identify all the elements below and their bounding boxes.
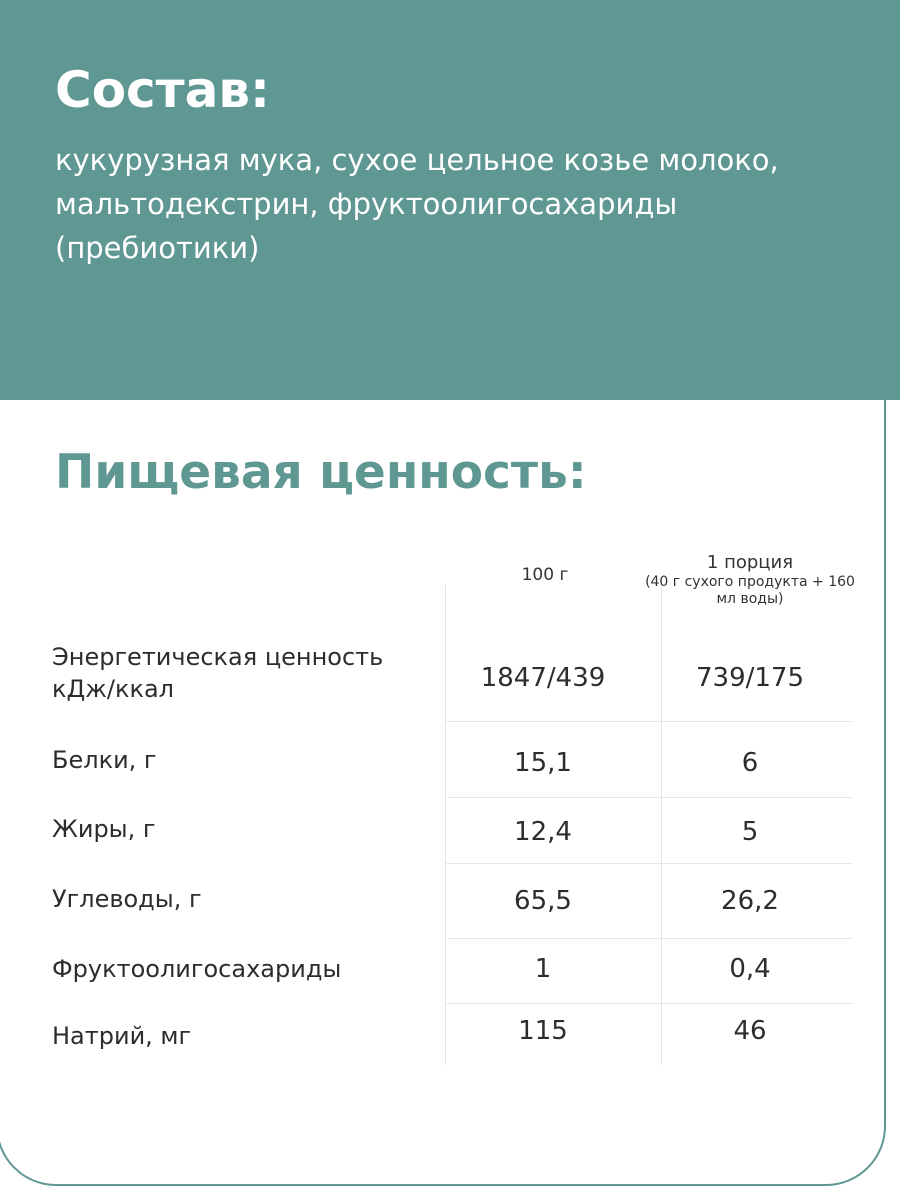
row-label-fos: Фруктоолигосахариды xyxy=(52,955,342,983)
value-protein-portion: 6 xyxy=(741,748,759,778)
column-header-portion-note: (40 г сухого продукта + 160 мл воды) xyxy=(645,574,855,607)
composition-text: кукурузная мука, сухое цельное козье молоко, мальтодекстрин, фруктоолигосахариды (пребиотики) xyxy=(55,143,779,265)
row-divider xyxy=(445,721,853,722)
value-fos-100g: 1 xyxy=(534,954,552,984)
nutrition-title: Пищевая ценность: xyxy=(55,445,587,500)
value-carbs-portion: 26,2 xyxy=(721,886,779,916)
row-divider xyxy=(445,1003,853,1004)
nutrition-card-border xyxy=(0,396,886,1186)
value-energy-100g: 1847/439 xyxy=(480,663,606,693)
row-divider xyxy=(445,863,853,864)
value-sodium-100g: 115 xyxy=(518,1016,568,1046)
row-divider xyxy=(445,938,853,939)
column-header-portion xyxy=(645,552,855,608)
value-fos-portion: 0,4 xyxy=(729,954,771,984)
composition-title: Состав: xyxy=(55,61,271,119)
value-carbs-100g: 65,5 xyxy=(514,886,572,916)
column-header-portion-label: 1 порция xyxy=(706,552,794,573)
row-label-fat: Жиры, г xyxy=(52,815,156,843)
value-protein-100g: 15,1 xyxy=(514,748,572,778)
row-label-energy: Энергетическая ценность кДж/ккал xyxy=(52,643,384,703)
row-label-carbs: Углеводы, г xyxy=(52,885,202,913)
composition-panel xyxy=(0,0,900,400)
column-header-100g: 100 г xyxy=(521,565,569,585)
value-energy-portion: 739/175 xyxy=(695,663,804,693)
row-divider xyxy=(445,797,853,798)
value-fat-portion: 5 xyxy=(741,817,759,847)
row-label-sodium: Натрий, мг xyxy=(52,1022,192,1050)
value-sodium-portion: 46 xyxy=(733,1016,767,1046)
value-fat-100g: 12,4 xyxy=(514,817,572,847)
row-label-protein: Белки, г xyxy=(52,746,157,774)
